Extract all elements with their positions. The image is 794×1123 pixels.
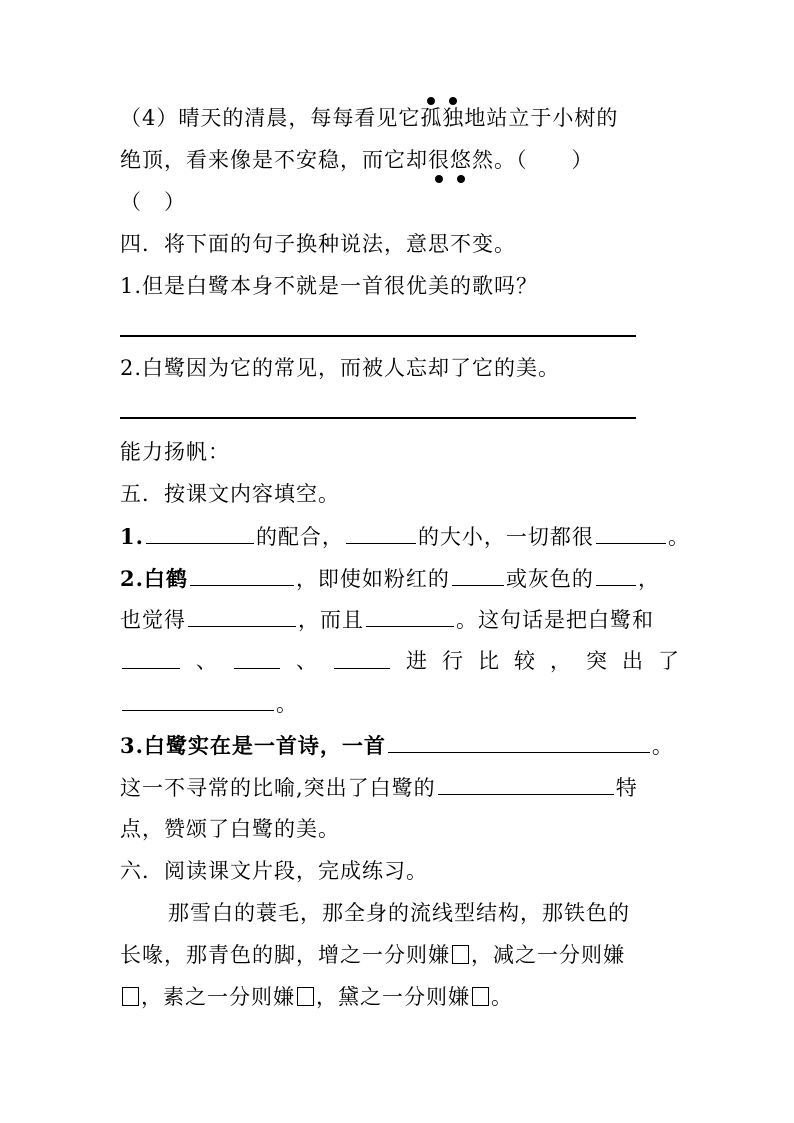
- section-5-item-2-line-4: [120, 688, 298, 719]
- ability-heading: 能力扬帆：: [120, 440, 230, 464]
- section-4-item-2: 2.白鹭因为它的常见，而被人忘却了它的美。: [120, 356, 561, 380]
- fill-blank[interactable]: [334, 646, 390, 669]
- emphasis-dot-char: 很: [428, 145, 450, 175]
- q4-line-2: [120, 145, 594, 175]
- q4-line-1: [120, 103, 618, 133]
- passage-text: 长喙，那青色的脚，增之一分则嫌: [120, 943, 450, 967]
- section-6-title: 六．阅读课文片段，完成练习。: [120, 859, 428, 883]
- blank-box[interactable]: [122, 987, 139, 1006]
- fill-blank[interactable]: [234, 646, 280, 669]
- fill-blank[interactable]: [452, 563, 504, 586]
- item-text: 进: [406, 649, 428, 673]
- item-text: 的大小，一切都很: [417, 525, 594, 549]
- fill-blank[interactable]: [596, 563, 636, 586]
- section-5-item-3-line-1: [120, 730, 674, 761]
- item-text: 出: [622, 649, 644, 673]
- q4-answer-paren[interactable]: 然。（ ）: [472, 148, 594, 172]
- fill-blank[interactable]: [122, 688, 274, 711]
- fill-blank[interactable]: [122, 646, 180, 669]
- passage-line-2: [120, 940, 625, 970]
- item-text: ，: [637, 567, 660, 591]
- item-text: 2.白鹤: [120, 566, 188, 591]
- blank-box[interactable]: [472, 987, 489, 1006]
- item-text: 行: [442, 649, 464, 673]
- item-text: 。: [276, 692, 298, 716]
- answer-line-1[interactable]: [120, 335, 636, 337]
- section-5-item-2-line-2: [120, 604, 654, 635]
- item-text: ，: [550, 649, 572, 673]
- item-text: 。: [651, 734, 674, 758]
- emphasis-dot-char: 孤: [420, 103, 442, 133]
- item-text: 的配合，: [255, 525, 344, 549]
- item-text: 突: [586, 649, 608, 673]
- item-text: ，而且: [298, 608, 364, 632]
- section-5-item-1: [120, 521, 690, 552]
- fill-blank[interactable]: [596, 521, 666, 544]
- answer-line-2[interactable]: [120, 417, 636, 419]
- section-5-item-3-line-2: [120, 772, 638, 803]
- section-5-item-2-line-3: [120, 646, 680, 676]
- passage-text: ，减之一分则嫌: [471, 943, 625, 967]
- item-text: 也觉得: [120, 608, 186, 632]
- q4-answer-paren-2[interactable]: （ ）: [120, 190, 186, 214]
- item-text: 较: [514, 649, 536, 673]
- fill-blank[interactable]: [366, 604, 454, 627]
- emphasis-dot-char: 独: [442, 103, 464, 133]
- section-5-item-3-line-3: 点，赞颂了白鹭的美。: [120, 817, 340, 841]
- fill-blank[interactable]: [188, 604, 296, 627]
- item-text: 特: [615, 776, 638, 800]
- blank-box[interactable]: [452, 945, 469, 964]
- fill-blank[interactable]: [388, 730, 650, 753]
- item-text: 。: [667, 525, 690, 549]
- passage-text: 。: [491, 985, 513, 1009]
- separator: 、: [196, 649, 218, 673]
- section-5-item-2-line-1: [120, 563, 660, 594]
- fill-blank[interactable]: [146, 521, 254, 544]
- blank-box[interactable]: [297, 987, 314, 1006]
- passage-line-1: 那雪白的蓑毛，那全身的流线型结构，那铁色的: [168, 901, 630, 925]
- q4-text: 绝顶，看来像是不安稳，而它却: [120, 148, 428, 172]
- q4-text: （4）晴天的清晨，每每看见它: [120, 106, 421, 130]
- item-text: 这一不寻常的比喻,突出了白鹭的: [120, 776, 436, 800]
- item-text: ，即使如粉红的: [295, 567, 450, 591]
- section-4-item-1: 1.但是白鹭本身不就是一首很优美的歌吗？: [120, 274, 539, 298]
- fill-blank[interactable]: [438, 772, 614, 795]
- fill-blank[interactable]: [346, 521, 416, 544]
- q4-text: 地站立于小树的: [464, 106, 619, 130]
- passage-text: ，黛之一分则嫌: [316, 985, 470, 1009]
- separator: 、: [296, 649, 318, 673]
- fill-blank[interactable]: [190, 563, 294, 586]
- item-text: 了: [658, 649, 680, 673]
- item-text: 比: [478, 649, 500, 673]
- passage-line-3: [120, 982, 513, 1012]
- emphasis-dot-char: 悠: [450, 145, 472, 175]
- section-5-title: 五．按课文内容填空。: [120, 482, 340, 506]
- item-text: 或灰色的: [505, 567, 594, 591]
- item-text: 3.白鹭实在是一首诗，一首: [120, 733, 386, 758]
- item-text: 。这句话是把白鹭和: [456, 608, 654, 632]
- passage-text: ，素之一分则嫌: [141, 985, 295, 1009]
- section-4-title: 四．将下面的句子换种说法，意思不变。: [120, 232, 516, 256]
- item-number: 1.: [120, 524, 144, 549]
